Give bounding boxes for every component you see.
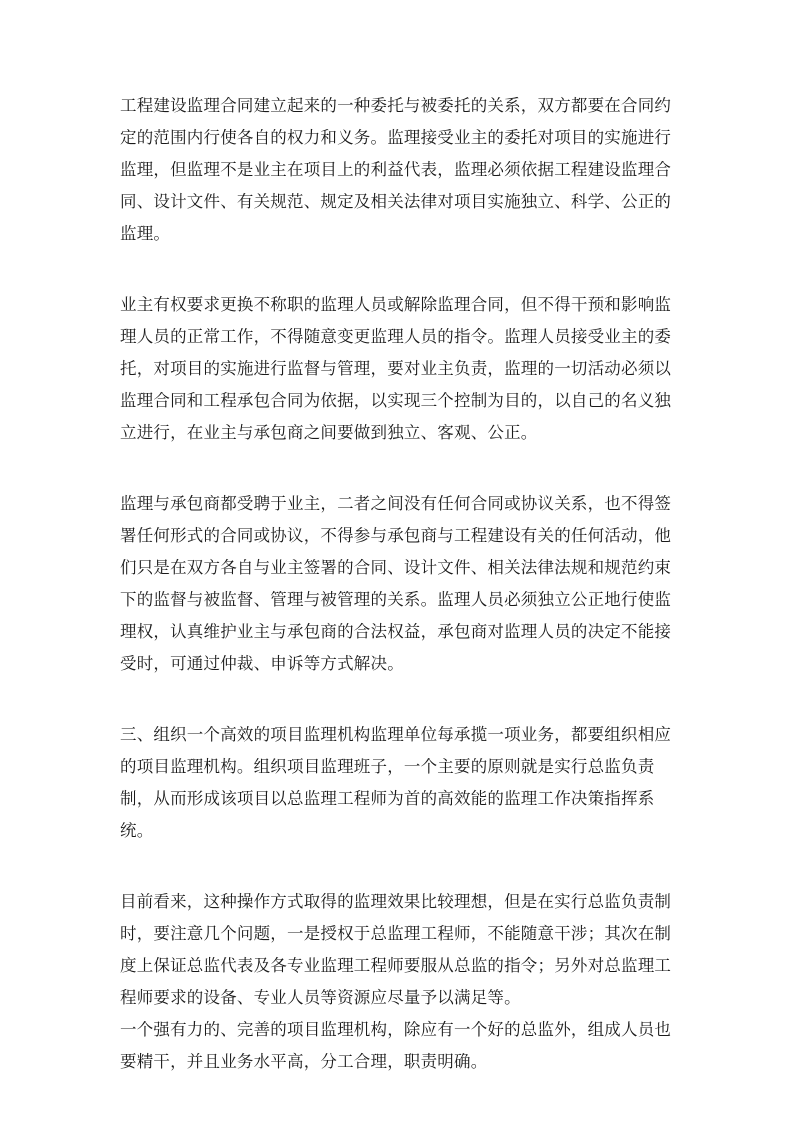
paragraph-1: 工程建设监理合同建立起来的一种委托与被委托的关系，双方都要在合同约定的范围内行使各自的权力和义务。监理接受业主的委托对项目的实施进行监理，但监理不是业主在项目上的利益代表，监理必须依据工程建设监理合同、设计文件、有关规范、规定及相关法律对项目实施独立、科学、公正的监理。 [120,96,672,243]
paragraph-5: 目前看来，这种操作方式取得的监理效果比较理想，但是在实行总监负责制时，要注意几个问题，一是授权于总监理工程师，不能随意干涉；其次在制度上保证总监代表及各专业监理工程师要服从总监的指令；另外对总监理工程师要求的设备、专业人员等资源应尽量予以满足等。 [120,892,672,1007]
document-body [120,90,676,1078]
paragraph-4: 三、组织一个高效的项目监理机构监理单位每承揽一项业务，都要组织相应的项目监理机构。组织项目监理班子，一个主要的原则就是实行总监负责制，从而形成该项目以总监理工程师为首的高效能的监理工作决策指挥系统。 [120,725,672,840]
paragraph-6: 一个强有力的、完善的项目监理机构，除应有一个好的总监外，组成人员也要精干，并且业务水平高，分工合理，职责明确。 [120,1020,672,1071]
paragraph-3: 监理与承包商都受聘于业主，二者之间没有任何合同或协议关系，也不得签署任何形式的合同或协议，不得参与承包商与工程建设有关的任何活动，他们只是在双方各自与业主签署的合同、设计文件、相关法律法规和规范约束下的监督与被监督、管理与被管理的关系。监理人员必须独立公正地行使监理权，认真维护业主与承包商的合法权益，承包商对监理人员的决定不能接受时，可通过仲裁、申诉等方式解决。 [120,494,672,673]
paragraph-2: 业主有权要求更换不称职的监理人员或解除监理合同，但不得干预和影响监理人员的正常工作，不得随意变更监理人员的指令。监理人员接受业主的委托，对项目的实施进行监督与管理，要对业主负责，监理的一切活动必须以监理合同和工程承包合同为依据，以实现三个控制为目的，以自己的名义独立进行，在业主与承包商之间要做到独立、客观、公正。 [120,295,672,442]
